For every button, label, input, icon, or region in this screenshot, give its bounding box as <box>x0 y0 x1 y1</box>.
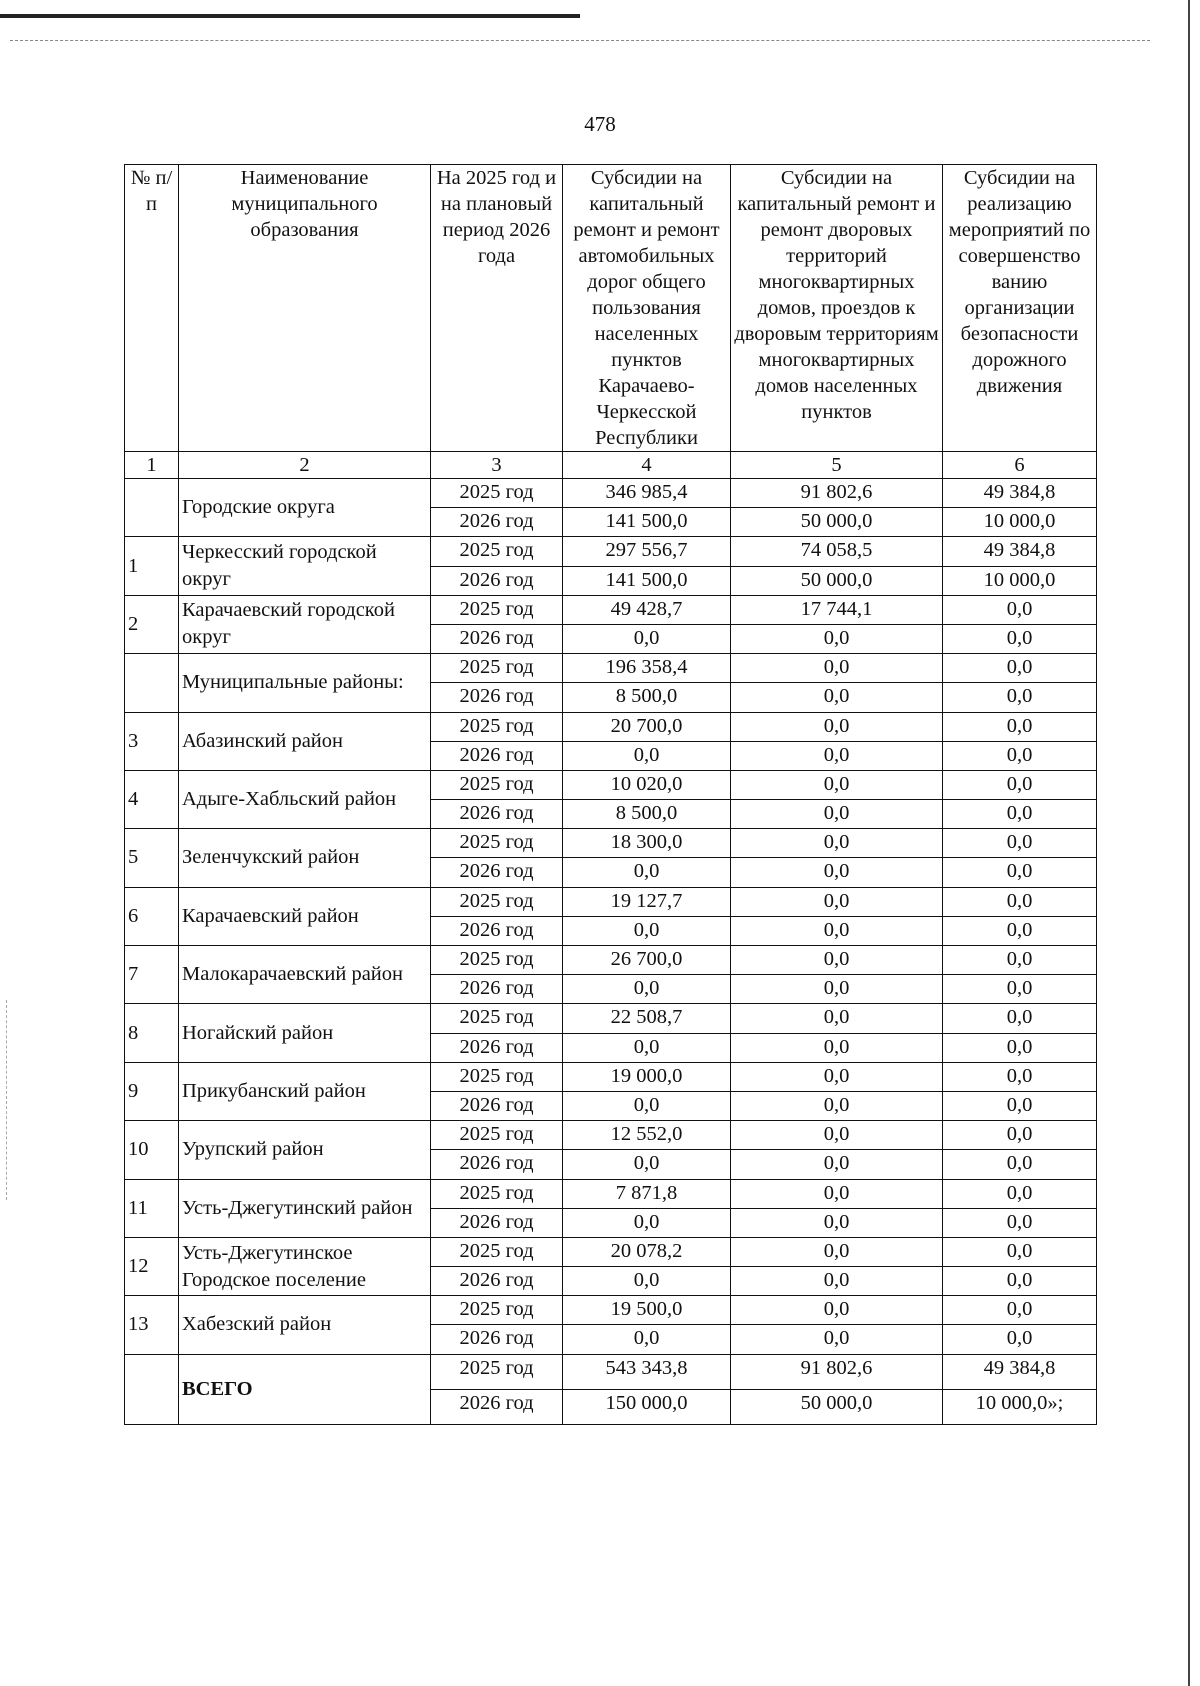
roads-subsidy-cell: 0,0 <box>563 858 731 887</box>
safety-subsidy-cell: 0,0 <box>943 975 1097 1004</box>
row-number-cell: 11 <box>125 1179 179 1237</box>
yards-subsidy-cell: 0,0 <box>731 741 943 770</box>
year-cell: 2025 год <box>431 595 563 624</box>
yards-subsidy-cell: 91 802,6 <box>731 1354 943 1389</box>
roads-subsidy-cell: 26 700,0 <box>563 946 731 975</box>
yards-subsidy-cell: 0,0 <box>731 1208 943 1237</box>
yards-subsidy-cell: 0,0 <box>731 1296 943 1325</box>
municipality-name-cell: Ногайский район <box>179 1004 431 1062</box>
page-number: 478 <box>584 112 616 136</box>
safety-subsidy-cell: 0,0 <box>943 829 1097 858</box>
yards-subsidy-cell: 50 000,0 <box>731 1389 943 1424</box>
row-number-cell: 5 <box>125 829 179 887</box>
yards-subsidy-cell: 0,0 <box>731 829 943 858</box>
safety-subsidy-cell: 0,0 <box>943 1208 1097 1237</box>
roads-subsidy-cell: 0,0 <box>563 741 731 770</box>
safety-subsidy-cell: 0,0 <box>943 1267 1097 1296</box>
yards-subsidy-cell: 0,0 <box>731 1150 943 1179</box>
header-cell-safety: Субсидии на реализацию мероприятий по совершенство ванию организации безопасности дорожного движения <box>943 165 1097 452</box>
roads-subsidy-cell: 22 508,7 <box>563 1004 731 1033</box>
roads-subsidy-cell: 19 000,0 <box>563 1062 731 1091</box>
table-row <box>125 829 1097 858</box>
column-number: 5 <box>731 452 943 479</box>
roads-subsidy-cell: 12 552,0 <box>563 1121 731 1150</box>
municipality-name-cell: Малокарачаевский район <box>179 946 431 1004</box>
scan-right-edge <box>1188 0 1190 1686</box>
roads-subsidy-cell: 0,0 <box>563 1267 731 1296</box>
scan-edge-dashes <box>10 40 1150 41</box>
scan-left-marks <box>6 1000 7 1200</box>
year-cell: 2025 год <box>431 946 563 975</box>
year-cell: 2026 год <box>431 1091 563 1120</box>
safety-subsidy-cell: 49 384,8 <box>943 1354 1097 1389</box>
municipality-name-cell: Городские округа <box>179 479 431 537</box>
row-number-cell: 13 <box>125 1296 179 1354</box>
roads-subsidy-cell: 0,0 <box>563 1208 731 1237</box>
roads-subsidy-cell: 543 343,8 <box>563 1354 731 1389</box>
table-row <box>125 595 1097 624</box>
year-cell: 2025 год <box>431 1354 563 1389</box>
yards-subsidy-cell: 50 000,0 <box>731 508 943 537</box>
column-number: 2 <box>179 452 431 479</box>
year-cell: 2026 год <box>431 1325 563 1354</box>
table-row <box>125 1004 1097 1033</box>
yards-subsidy-cell: 0,0 <box>731 1179 943 1208</box>
column-number: 6 <box>943 452 1097 479</box>
header-cell-num: № п/п <box>125 165 179 452</box>
column-number: 3 <box>431 452 563 479</box>
roads-subsidy-cell: 0,0 <box>563 1150 731 1179</box>
year-cell: 2025 год <box>431 1296 563 1325</box>
safety-subsidy-cell: 0,0 <box>943 1150 1097 1179</box>
year-cell: 2026 год <box>431 1208 563 1237</box>
roads-subsidy-cell: 0,0 <box>563 975 731 1004</box>
safety-subsidy-cell: 0,0 <box>943 654 1097 683</box>
header-cell-roads: Субсидии на капитальный ремонт и ремонт автомобильных дорог общего пользования населенных пунктов Карачаево-Черкесской Республики <box>563 165 731 452</box>
table-row <box>125 1237 1097 1266</box>
yards-subsidy-cell: 0,0 <box>731 624 943 653</box>
yards-subsidy-cell: 50 000,0 <box>731 566 943 595</box>
table-row <box>125 1296 1097 1325</box>
year-cell: 2026 год <box>431 975 563 1004</box>
roads-subsidy-cell: 20 700,0 <box>563 712 731 741</box>
table-row <box>125 654 1097 683</box>
roads-subsidy-cell: 18 300,0 <box>563 829 731 858</box>
municipality-name-cell: Усть-Джегутинский район <box>179 1179 431 1237</box>
yards-subsidy-cell: 91 802,6 <box>731 479 943 508</box>
municipality-name-cell: Адыге-Хабльский район <box>179 770 431 828</box>
municipality-name-cell: Урупский район <box>179 1121 431 1179</box>
year-cell: 2025 год <box>431 1062 563 1091</box>
municipality-name-cell: ВСЕГО <box>179 1354 431 1424</box>
roads-subsidy-cell: 8 500,0 <box>563 800 731 829</box>
safety-subsidy-cell: 0,0 <box>943 683 1097 712</box>
row-number-cell: 10 <box>125 1121 179 1179</box>
roads-subsidy-cell: 346 985,4 <box>563 479 731 508</box>
year-cell: 2026 год <box>431 1267 563 1296</box>
year-cell: 2026 год <box>431 1033 563 1062</box>
roads-subsidy-cell: 19 500,0 <box>563 1296 731 1325</box>
safety-subsidy-cell: 0,0 <box>943 1091 1097 1120</box>
header-cell-yards: Субсидии на капитальный ремонт и ремонт дворовых территорий многоквартирных домов, проездов к дворовым территориям многоквартирных домов населенных пунктов <box>731 165 943 452</box>
table-row <box>125 1062 1097 1091</box>
roads-subsidy-cell: 7 871,8 <box>563 1179 731 1208</box>
year-cell: 2025 год <box>431 887 563 916</box>
yards-subsidy-cell: 0,0 <box>731 712 943 741</box>
yards-subsidy-cell: 0,0 <box>731 1325 943 1354</box>
roads-subsidy-cell: 297 556,7 <box>563 537 731 566</box>
yards-subsidy-cell: 0,0 <box>731 1004 943 1033</box>
header-row <box>125 165 1097 452</box>
row-number-cell <box>125 479 179 537</box>
year-cell: 2026 год <box>431 741 563 770</box>
safety-subsidy-cell: 0,0 <box>943 624 1097 653</box>
row-number-cell <box>125 1354 179 1424</box>
year-cell: 2026 год <box>431 508 563 537</box>
roads-subsidy-cell: 141 500,0 <box>563 566 731 595</box>
yards-subsidy-cell: 0,0 <box>731 916 943 945</box>
safety-subsidy-cell: 49 384,8 <box>943 537 1097 566</box>
year-cell: 2025 год <box>431 829 563 858</box>
header-cell-period: На 2025 год и на плановый период 2026 года <box>431 165 563 452</box>
roads-subsidy-cell: 19 127,7 <box>563 887 731 916</box>
yards-subsidy-cell: 0,0 <box>731 1091 943 1120</box>
roads-subsidy-cell: 0,0 <box>563 1325 731 1354</box>
municipality-name-cell: Карачаевский район <box>179 887 431 945</box>
safety-subsidy-cell: 10 000,0 <box>943 566 1097 595</box>
header-cell-name: Наименование муниципального образования <box>179 165 431 452</box>
table-row <box>125 946 1097 975</box>
year-cell: 2025 год <box>431 770 563 799</box>
yards-subsidy-cell: 0,0 <box>731 975 943 1004</box>
year-cell: 2025 год <box>431 1004 563 1033</box>
row-number-cell: 7 <box>125 946 179 1004</box>
roads-subsidy-cell: 150 000,0 <box>563 1389 731 1424</box>
column-number: 1 <box>125 452 179 479</box>
year-cell: 2025 год <box>431 479 563 508</box>
year-cell: 2025 год <box>431 1121 563 1150</box>
year-cell: 2025 год <box>431 1237 563 1266</box>
yards-subsidy-cell: 17 744,1 <box>731 595 943 624</box>
year-cell: 2026 год <box>431 624 563 653</box>
municipality-name-cell: Черкесский городской округ <box>179 537 431 595</box>
roads-subsidy-cell: 20 078,2 <box>563 1237 731 1266</box>
year-cell: 2025 год <box>431 1179 563 1208</box>
safety-subsidy-cell: 0,0 <box>943 887 1097 916</box>
yards-subsidy-cell: 0,0 <box>731 1062 943 1091</box>
yards-subsidy-cell: 0,0 <box>731 887 943 916</box>
table-row <box>125 1354 1097 1389</box>
safety-subsidy-cell: 0,0 <box>943 858 1097 887</box>
safety-subsidy-cell: 0,0 <box>943 712 1097 741</box>
safety-subsidy-cell: 0,0 <box>943 1325 1097 1354</box>
safety-subsidy-cell: 0,0 <box>943 800 1097 829</box>
municipality-name-cell: Карачаевский городской округ <box>179 595 431 653</box>
roads-subsidy-cell: 196 358,4 <box>563 654 731 683</box>
table-row <box>125 1121 1097 1150</box>
row-number-cell: 8 <box>125 1004 179 1062</box>
municipality-name-cell: Прикубанский район <box>179 1062 431 1120</box>
year-cell: 2025 год <box>431 537 563 566</box>
yards-subsidy-cell: 0,0 <box>731 946 943 975</box>
yards-subsidy-cell: 0,0 <box>731 1237 943 1266</box>
municipality-name-cell: Муниципальные районы: <box>179 654 431 712</box>
municipality-name-cell: Усть-Джегутинское Городское поселение <box>179 1237 431 1295</box>
safety-subsidy-cell: 0,0 <box>943 1296 1097 1325</box>
municipality-name-cell: Зеленчукский район <box>179 829 431 887</box>
row-number-cell: 6 <box>125 887 179 945</box>
row-number-cell: 2 <box>125 595 179 653</box>
year-cell: 2026 год <box>431 916 563 945</box>
safety-subsidy-cell: 10 000,0 <box>943 508 1097 537</box>
year-cell: 2026 год <box>431 858 563 887</box>
municipality-name-cell: Абазинский район <box>179 712 431 770</box>
year-cell: 2026 год <box>431 683 563 712</box>
yards-subsidy-cell: 0,0 <box>731 770 943 799</box>
yards-subsidy-cell: 0,0 <box>731 654 943 683</box>
safety-subsidy-cell: 0,0 <box>943 1121 1097 1150</box>
scan-edge-line <box>0 14 580 18</box>
table-row <box>125 1179 1097 1208</box>
row-number-cell: 3 <box>125 712 179 770</box>
safety-subsidy-cell: 0,0 <box>943 946 1097 975</box>
column-number: 4 <box>563 452 731 479</box>
column-number-row <box>125 452 1097 479</box>
year-cell: 2026 год <box>431 1150 563 1179</box>
roads-subsidy-cell: 141 500,0 <box>563 508 731 537</box>
row-number-cell: 1 <box>125 537 179 595</box>
yards-subsidy-cell: 0,0 <box>731 858 943 887</box>
roads-subsidy-cell: 0,0 <box>563 916 731 945</box>
safety-subsidy-cell: 10 000,0»; <box>943 1389 1097 1424</box>
year-cell: 2026 год <box>431 566 563 595</box>
safety-subsidy-cell: 0,0 <box>943 1004 1097 1033</box>
row-number-cell: 9 <box>125 1062 179 1120</box>
roads-subsidy-cell: 0,0 <box>563 624 731 653</box>
year-cell: 2025 год <box>431 654 563 683</box>
year-cell: 2026 год <box>431 1389 563 1424</box>
yards-subsidy-cell: 0,0 <box>731 1267 943 1296</box>
roads-subsidy-cell: 8 500,0 <box>563 683 731 712</box>
yards-subsidy-cell: 0,0 <box>731 683 943 712</box>
safety-subsidy-cell: 0,0 <box>943 595 1097 624</box>
safety-subsidy-cell: 0,0 <box>943 1062 1097 1091</box>
table-row <box>125 712 1097 741</box>
yards-subsidy-cell: 0,0 <box>731 1121 943 1150</box>
safety-subsidy-cell: 0,0 <box>943 916 1097 945</box>
subsidy-table <box>124 164 1097 1425</box>
safety-subsidy-cell: 0,0 <box>943 1033 1097 1062</box>
table-row <box>125 537 1097 566</box>
roads-subsidy-cell: 0,0 <box>563 1091 731 1120</box>
table-row <box>125 887 1097 916</box>
row-number-cell: 12 <box>125 1237 179 1295</box>
year-cell: 2026 год <box>431 800 563 829</box>
roads-subsidy-cell: 49 428,7 <box>563 595 731 624</box>
safety-subsidy-cell: 0,0 <box>943 1237 1097 1266</box>
safety-subsidy-cell: 0,0 <box>943 770 1097 799</box>
year-cell: 2025 год <box>431 712 563 741</box>
safety-subsidy-cell: 0,0 <box>943 741 1097 770</box>
row-number-cell <box>125 654 179 712</box>
row-number-cell: 4 <box>125 770 179 828</box>
yards-subsidy-cell: 74 058,5 <box>731 537 943 566</box>
safety-subsidy-cell: 49 384,8 <box>943 479 1097 508</box>
table-row <box>125 770 1097 799</box>
safety-subsidy-cell: 0,0 <box>943 1179 1097 1208</box>
yards-subsidy-cell: 0,0 <box>731 1033 943 1062</box>
yards-subsidy-cell: 0,0 <box>731 800 943 829</box>
table-row <box>125 479 1097 508</box>
roads-subsidy-cell: 0,0 <box>563 1033 731 1062</box>
roads-subsidy-cell: 10 020,0 <box>563 770 731 799</box>
municipality-name-cell: Хабезский район <box>179 1296 431 1354</box>
